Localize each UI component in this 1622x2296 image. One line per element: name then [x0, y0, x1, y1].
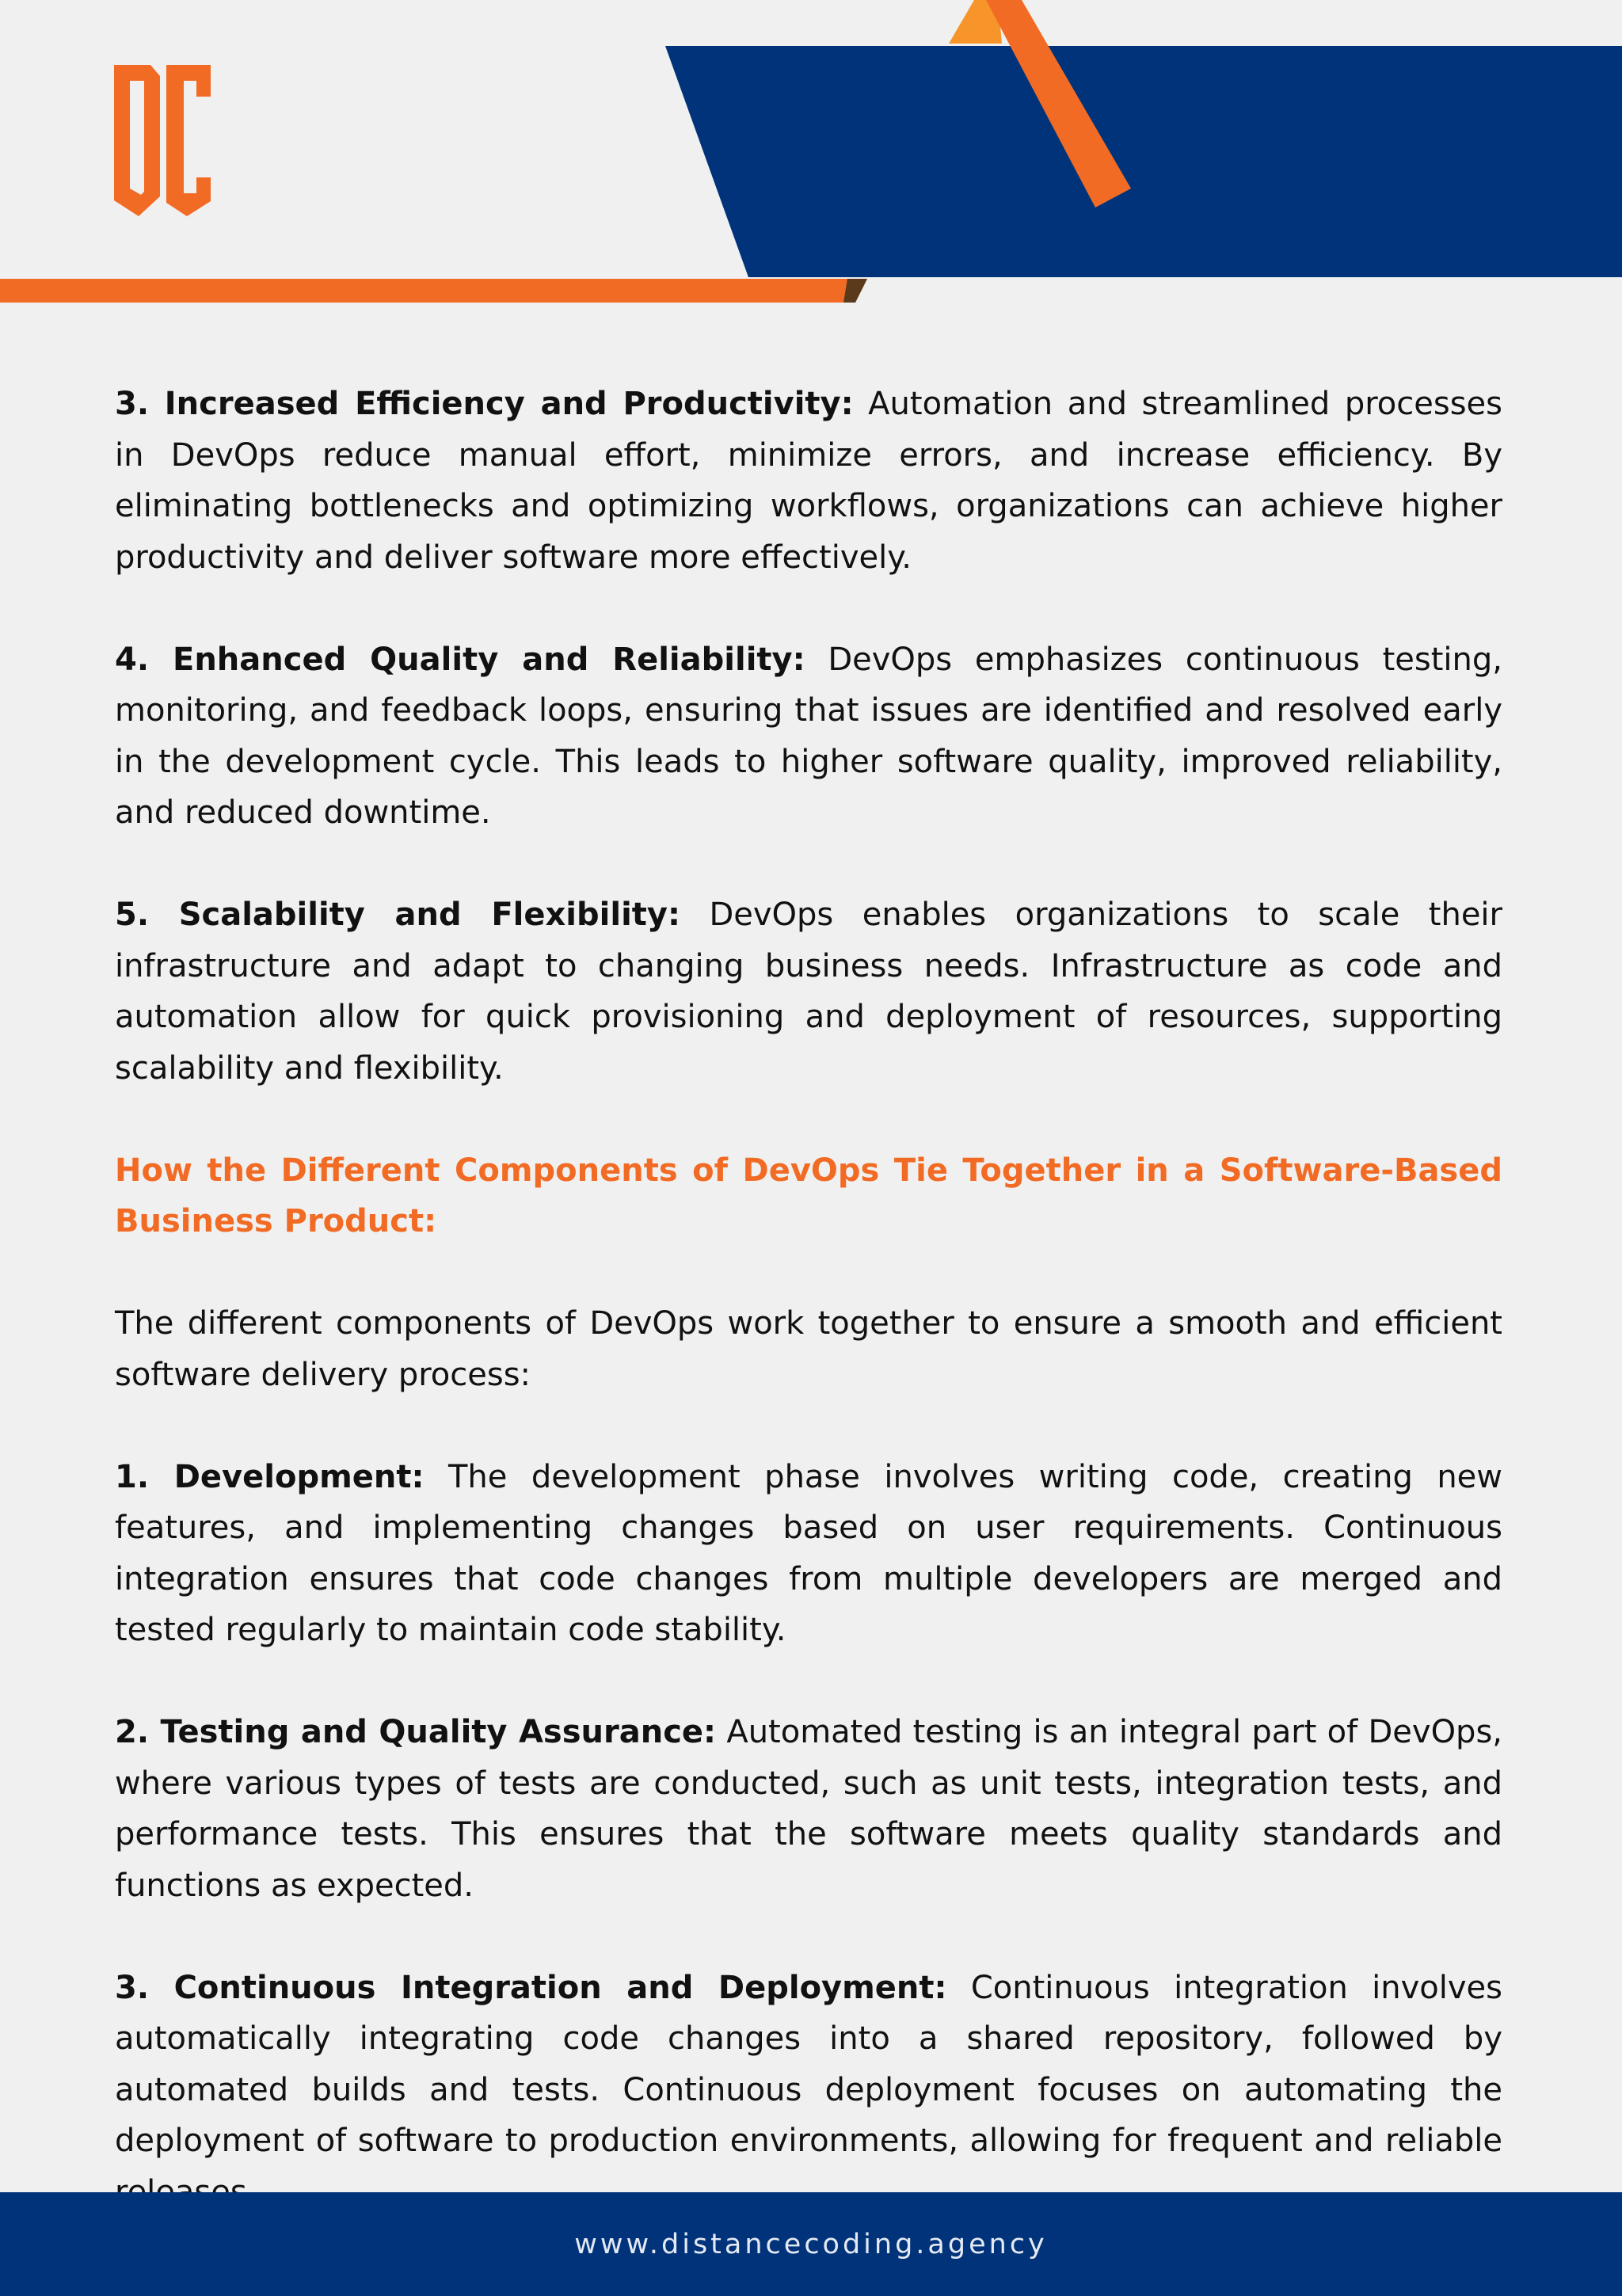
- document-body: [115, 379, 1502, 2269]
- benefit-text: Automation and streamlined processes in DevOps reduce manual effort, minimize errors, and increase efficiency. By eliminating bottlenecks and optimizing workflows, organizations can achieve higher productivity and deliver software more effectively.: [115, 386, 1502, 576]
- component-item-testing: [115, 1707, 1502, 1911]
- header-banner: [0, 0, 1622, 317]
- logo-letter-d: [114, 65, 160, 216]
- component-text: Automated testing is an integral part of DevOps, where various types of tests are conducted, such as unit tests, integration tests, and performance tests. This ensures that the software meets quality standards and functions as expected.: [115, 1714, 1503, 1904]
- benefit-text: DevOps emphasizes continuous testing, monitoring, and feedback loops, ensuring that issues are identified and resolved early in the development cycle. This leads to higher software quality, improved reliability, and reduced downtime.: [115, 641, 1502, 831]
- benefit-title: 3. Increased Efficiency and Productivity:: [115, 386, 854, 422]
- footer-website-link[interactable]: www.distancecoding.agency: [574, 2228, 1048, 2260]
- component-title: 1. Development:: [115, 1458, 425, 1495]
- header-orange-bar: [0, 279, 867, 303]
- logo-letter-c: [166, 65, 211, 216]
- benefit-item-scalability: [115, 889, 1502, 1094]
- component-title: 2. Testing and Quality Assurance:: [115, 1714, 717, 1750]
- company-logo: [111, 62, 214, 220]
- component-item-ci-cd: [115, 1963, 1502, 2218]
- footer-bar: [0, 2192, 1622, 2296]
- header-navy-block: [665, 46, 1622, 277]
- intro-paragraph: The different components of DevOps work together to ensure a smooth and efficient software delivery process:: [115, 1305, 1502, 1393]
- benefit-text: DevOps enables organizations to scale their infrastructure and adapt to changing business needs. Infrastructure as code and automation allow for quick provisioning and deployment of resources, supporting scalability and flexibility.: [115, 897, 1502, 1087]
- benefit-title: 4. Enhanced Quality and Reliability:: [115, 641, 805, 678]
- component-text: The development phase involves writing code, creating new features, and implementing changes based on user requirements. Continuous integration ensures that code changes from multiple developers are merged and tested regularly to maintain code stability.: [115, 1458, 1502, 1648]
- component-title: 3. Continuous Integration and Deployment:: [115, 1969, 947, 2006]
- component-text: Continuous integration involves automatically integrating code changes into a shared repository, followed by automated builds and tests. Continuous deployment focuses on automating the deployment of software to production environments, allowing for frequent and reliable: [115, 1969, 1502, 2159]
- benefit-item-efficiency: [115, 379, 1502, 583]
- section-heading: How the Different Components of DevOps Tie Together in a Software-Based Business Product:: [115, 1152, 1502, 1239]
- benefit-title: 5. Scalability and Flexibility:: [115, 897, 680, 933]
- component-item-development: [115, 1452, 1502, 1656]
- header-bar-shadow: [843, 279, 867, 303]
- benefit-item-quality: [115, 634, 1502, 839]
